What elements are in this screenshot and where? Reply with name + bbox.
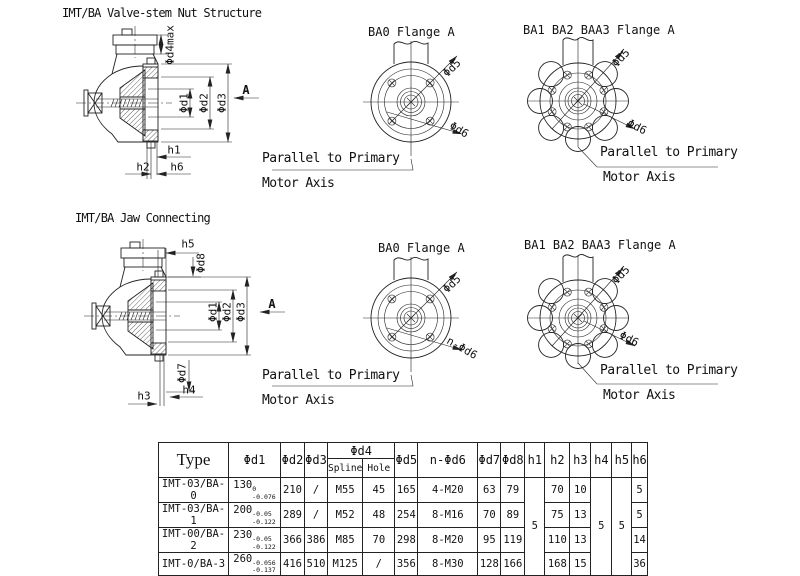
axis-note-ba123-1-line2: Motor Axis — [603, 170, 676, 185]
dim-h1: h1 — [167, 143, 181, 157]
cell-hole: / — [363, 553, 395, 576]
cell-h3: 10 — [570, 478, 591, 503]
col-header-d7: Φd7 — [478, 443, 501, 478]
d1-value: 130 — [233, 479, 253, 492]
cell-d2: 210 — [281, 478, 305, 503]
cell-d3: 510 — [305, 553, 328, 576]
cell-nd6: 8-M20 — [418, 528, 478, 553]
dim-d3-1: Φd3 — [215, 93, 229, 113]
cell-h6: 36 — [632, 553, 647, 576]
col-header-d3: Φd3 — [305, 443, 328, 478]
cell-d8: 89 — [501, 503, 525, 528]
dim-d5-ba123-1: Φd5 — [609, 46, 633, 70]
axis-note-ba123-2-line1: Parallel to Primary — [600, 363, 738, 378]
d1-tolerance: -0.05 -0.122 — [252, 535, 276, 551]
cell-d7: 128 — [478, 553, 501, 576]
cell-d8: 79 — [501, 478, 525, 503]
axis-note-ba123-2-line2: Motor Axis — [603, 388, 676, 403]
dim-h6: h6 — [170, 160, 184, 174]
ba0-flange-bottom-drawing — [272, 257, 462, 386]
cell-h2: 75 — [545, 503, 570, 528]
cell-d1 — [229, 528, 281, 553]
cell-d3: 386 — [305, 528, 328, 553]
col-header-type: Type — [159, 443, 229, 478]
col-header-d2: Φd2 — [281, 443, 305, 478]
dim-h3: h3 — [137, 389, 151, 403]
cell-h2: 70 — [545, 478, 570, 503]
table-row — [159, 528, 648, 553]
cell-h1-shared: 5 — [525, 478, 545, 576]
axis-note-bao1-line2: Motor Axis — [262, 176, 335, 191]
col-header-h1: h1 — [525, 443, 545, 478]
dim-d5-bao1: Φd5 — [440, 56, 464, 80]
cell-h3: 15 — [570, 553, 591, 576]
cell-type: IMT-03/BA-0 — [159, 478, 229, 503]
dim-d4max: Φd4max — [163, 25, 177, 65]
dim-d5-bao2: Φd5 — [440, 272, 464, 296]
axis-note-bao2-line2: Motor Axis — [262, 393, 335, 408]
cell-spline: M55 — [328, 478, 363, 503]
dim-d6-ba123-2: Φd6 — [617, 328, 641, 350]
col-header-d1: Φd1 — [229, 443, 281, 478]
ba123-flange-top-title: BA1 BA2 BAA3 Flange A — [523, 23, 675, 37]
cell-d3: / — [305, 503, 328, 528]
d1-tolerance: 0 -0.076 — [252, 485, 276, 501]
cell-d2: 416 — [281, 553, 305, 576]
axis-note-bao1-line1: Parallel to Primary — [262, 151, 400, 166]
jaw-title: IMT/BA Jaw Connecting — [75, 211, 210, 225]
col-header-h6: h6 — [632, 443, 647, 478]
ba0-flange-top-title: BA0 Flange A — [368, 25, 455, 39]
cell-d5: 165 — [395, 478, 418, 503]
cell-d7: 63 — [478, 478, 501, 503]
col-header-h3: h3 — [570, 443, 591, 478]
dim-d6-ba123-1: Φd6 — [625, 116, 649, 138]
cell-d7: 95 — [478, 528, 501, 553]
d1-value: 260 — [233, 553, 253, 565]
cell-h2: 110 — [545, 528, 570, 553]
dim-d2-1: Φd2 — [197, 93, 211, 113]
cell-h3: 13 — [570, 503, 591, 528]
cell-d1 — [229, 478, 281, 503]
dim-d5-ba123-2: Φd5 — [609, 263, 633, 287]
cell-h4-shared: 5 — [591, 478, 612, 576]
table-row — [159, 503, 648, 528]
cell-type: IMT-0/BA-3 — [159, 553, 229, 576]
cell-d1 — [229, 503, 281, 528]
cell-d5: 254 — [395, 503, 418, 528]
dim-d1-2: Φd1 — [206, 302, 220, 322]
col-header-h4: h4 — [591, 443, 612, 478]
d1-value: 230 — [233, 529, 253, 542]
table-row — [159, 553, 648, 576]
dim-d8: Φd8 — [194, 253, 208, 273]
dim-d2-2: Φd2 — [220, 302, 234, 322]
dim-h5: h5 — [181, 237, 195, 251]
dimension-table — [158, 442, 648, 576]
cell-d7: 70 — [478, 503, 501, 528]
cell-h3: 13 — [570, 528, 591, 553]
cell-d1 — [229, 553, 281, 576]
cell-d8: 166 — [501, 553, 525, 576]
cell-d2: 289 — [281, 503, 305, 528]
header-row-1 — [159, 443, 648, 459]
dim-nd6-bao2: n-Φd6 — [444, 334, 480, 362]
table-row — [159, 478, 648, 503]
dim-d7: Φd7 — [175, 363, 189, 383]
cell-spline: M85 — [328, 528, 363, 553]
cell-nd6: 8-M30 — [418, 553, 478, 576]
col-header-nd6: n-Φd6 — [418, 443, 478, 478]
cell-type: IMT-03/BA-1 — [159, 503, 229, 528]
col-header-d4: Φd4 — [328, 443, 395, 459]
col-header-h5: h5 — [612, 443, 632, 478]
cell-h5-shared: 5 — [612, 478, 632, 576]
ba0-flange-bottom-title: BA0 Flange A — [378, 241, 465, 255]
axis-note-ba123-1-line1: Parallel to Primary — [600, 145, 738, 160]
cell-h6: 5 — [632, 503, 647, 528]
cell-type: IMT-00/BA-2 — [159, 528, 229, 553]
cell-d8: 119 — [501, 528, 525, 553]
cell-hole: 70 — [363, 528, 395, 553]
dim-h2: h2 — [136, 160, 150, 174]
cell-nd6: 8-M16 — [418, 503, 478, 528]
cell-d5: 356 — [395, 553, 418, 576]
col-header-spline: Spline — [328, 459, 363, 478]
cell-hole: 45 — [363, 478, 395, 503]
dim-d6-bao1: Φd6 — [447, 119, 471, 141]
col-header-hole: Hole — [363, 459, 395, 478]
cell-d2: 366 — [281, 528, 305, 553]
cell-d5: 298 — [395, 528, 418, 553]
d1-tolerance: -0.05 -0.122 — [252, 510, 276, 526]
dim-d1-1: Φd1 — [177, 93, 191, 113]
cell-d3: / — [305, 478, 328, 503]
valve-stem-title: IMT/BA Valve-stem Nut Structure — [62, 6, 262, 20]
ba123-flange-bottom-title: BA1 BA2 BAA3 Flange A — [524, 238, 676, 252]
axis-note-bao2-line1: Parallel to Primary — [262, 368, 400, 383]
col-header-d5: Φd5 — [395, 443, 418, 478]
cell-nd6: 4-M20 — [418, 478, 478, 503]
dim-d3-2: Φd3 — [234, 302, 248, 322]
cell-h2: 168 — [545, 553, 570, 576]
section-arrow-a-2: A — [268, 297, 276, 311]
d1-tolerance: -0.056 -0.137 — [252, 559, 276, 575]
cell-spline: M52 — [328, 503, 363, 528]
cell-h6: 5 — [632, 478, 647, 503]
cell-h6: 14 — [632, 528, 647, 553]
col-header-d8: Φd8 — [501, 443, 525, 478]
cell-spline: M125 — [328, 553, 363, 576]
dim-h4: h4 — [182, 383, 196, 397]
cell-hole: 48 — [363, 503, 395, 528]
d1-value: 200 — [233, 504, 253, 517]
col-header-h2: h2 — [545, 443, 570, 478]
section-arrow-a-1: A — [242, 83, 250, 97]
